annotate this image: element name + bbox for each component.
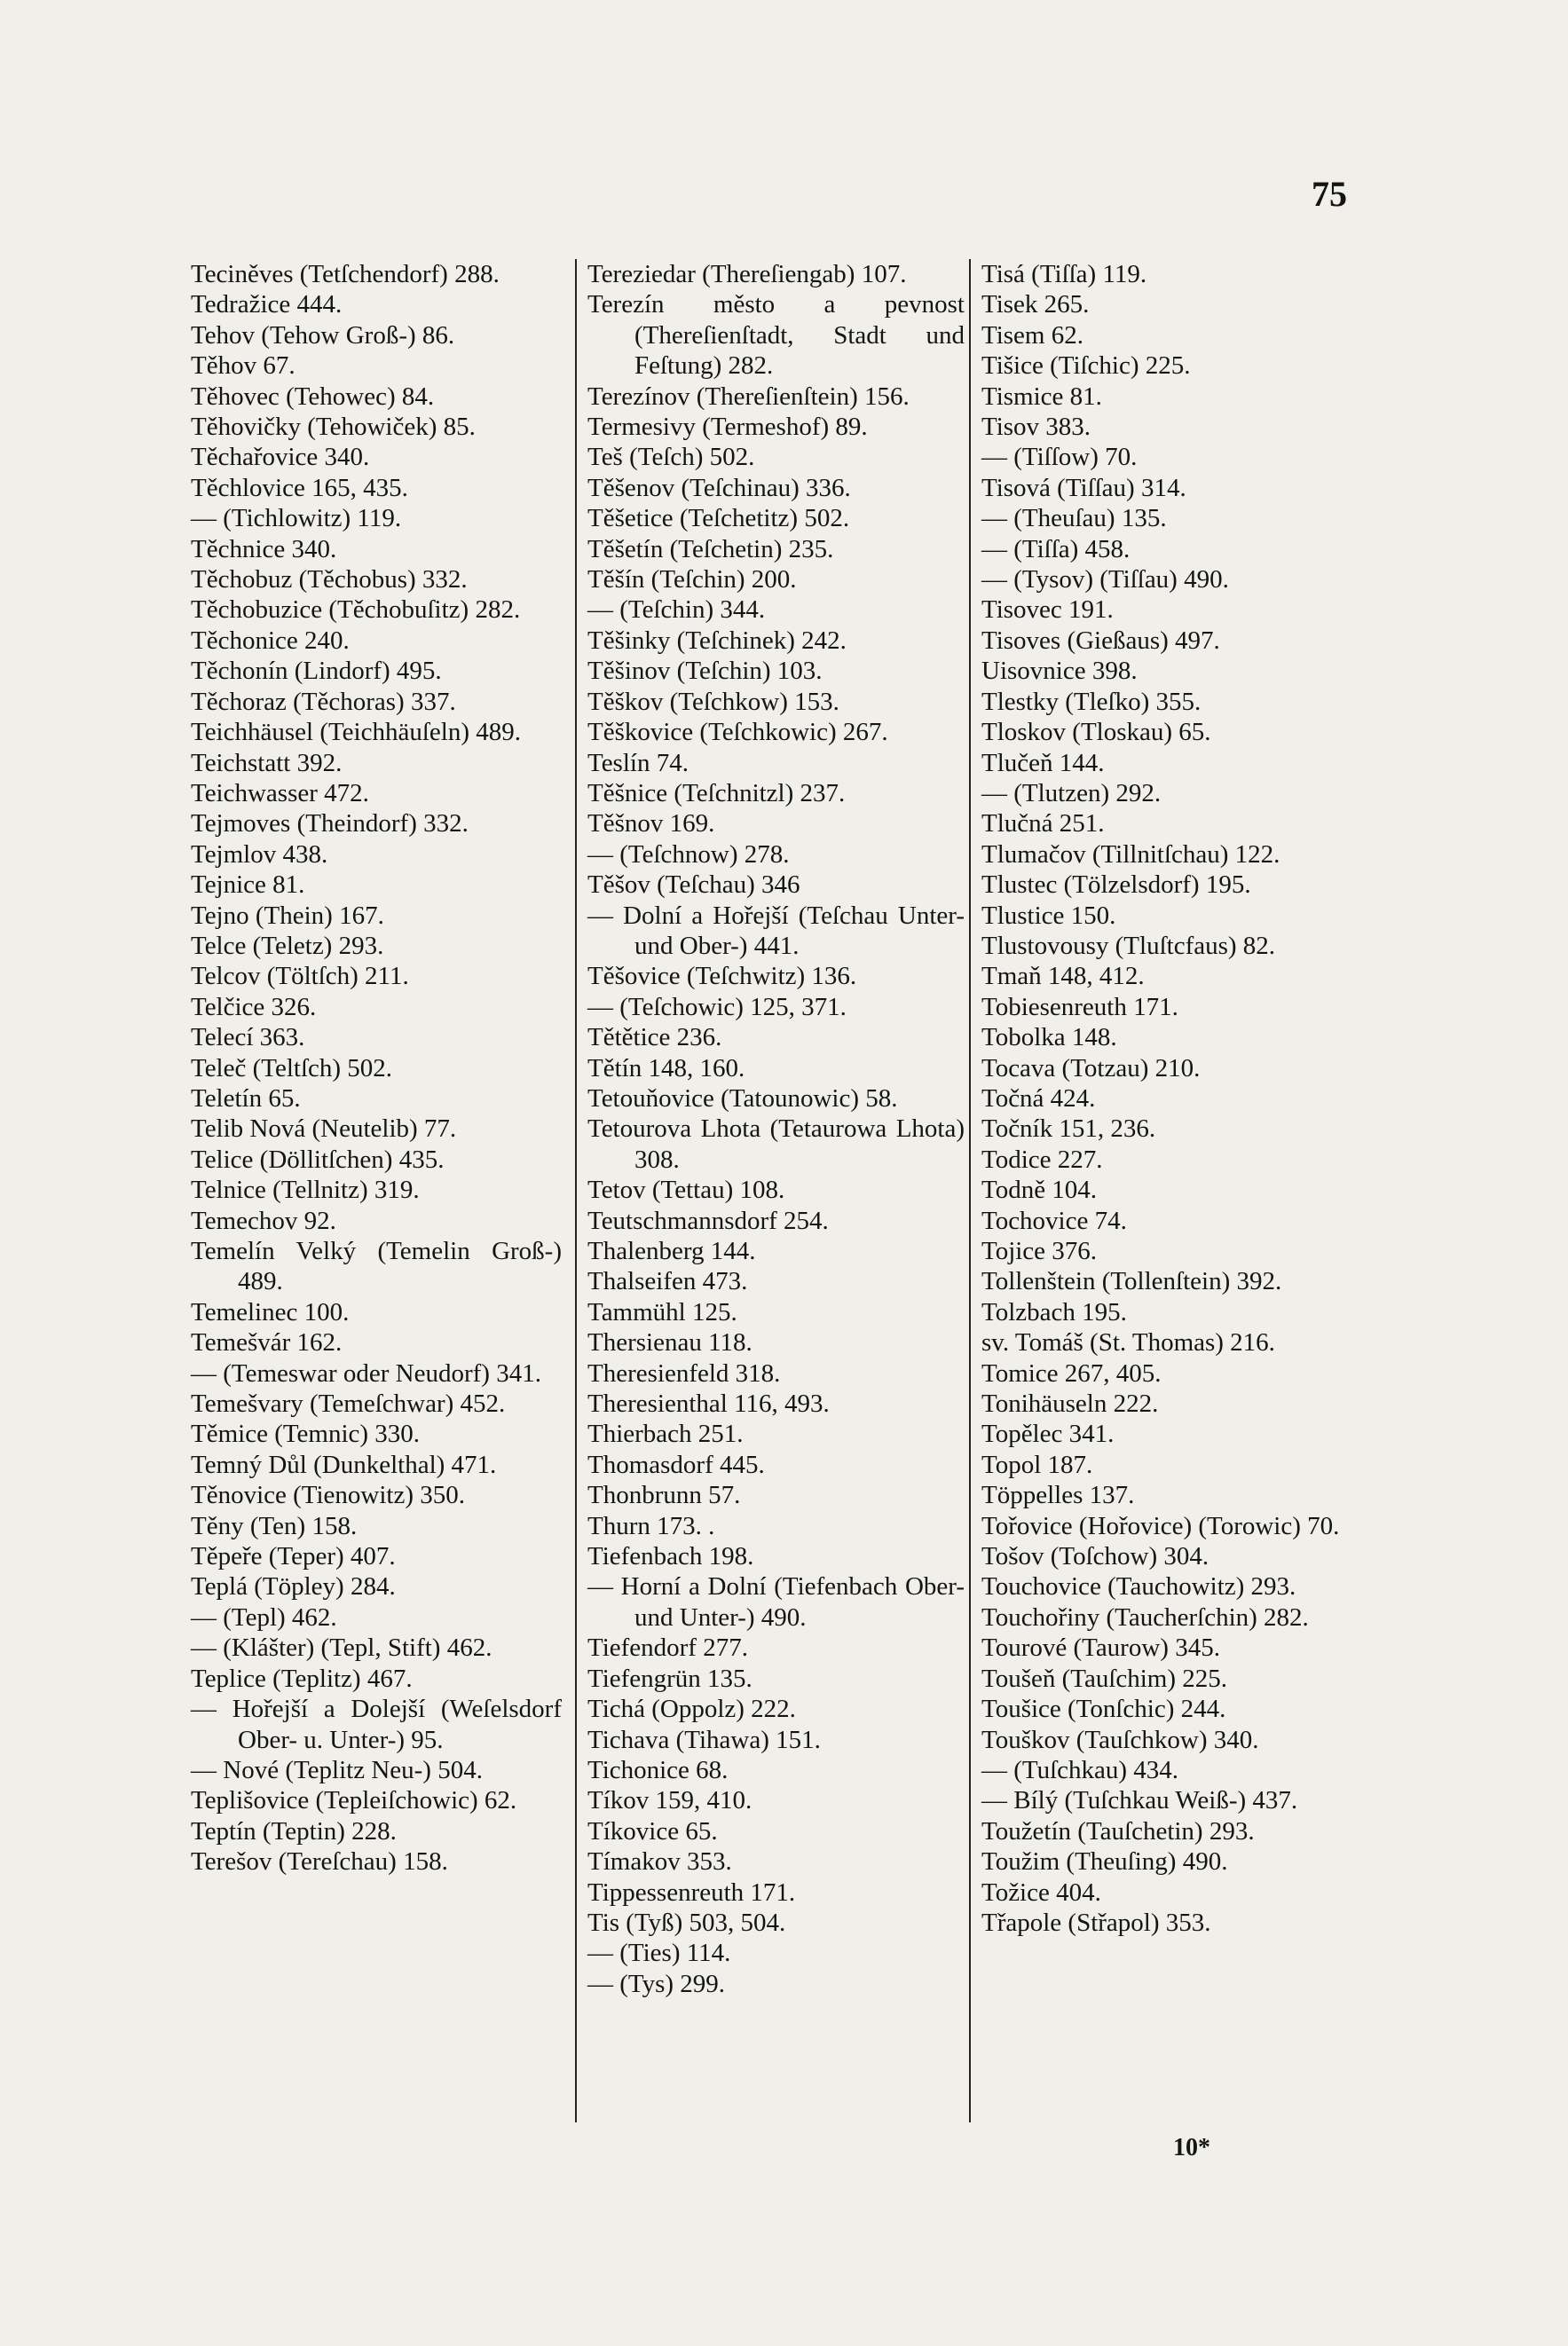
- index-entry: Teciněves (Tetſchendorf) 288.: [191, 260, 500, 288]
- index-entry: Těšín (Teſchin) 200.: [587, 565, 797, 594]
- index-entry: Todně 104.: [981, 1176, 1098, 1205]
- index-entry: Todice 227.: [981, 1145, 1103, 1174]
- index-entry: Točník 151, 236.: [981, 1114, 1156, 1144]
- index-entry: Těchoraz (Těchoras) 337.: [191, 687, 456, 716]
- index-entry: Těhovec (Tehowec) 84.: [191, 382, 435, 411]
- index-entry: Telčice 326.: [191, 992, 317, 1021]
- index-entry: Tobiesenreuth 171.: [981, 992, 1178, 1021]
- index-entry: Tetourova Lhota (Tetaurowa Lhota) 308.: [587, 1114, 965, 1174]
- index-entry: Tmaň 148, 412.: [981, 962, 1145, 991]
- index-entry: Tammühl 125.: [587, 1297, 737, 1327]
- index-entry: Termesivy (Termeshof) 89.: [587, 413, 868, 442]
- index-entry: Těchobuzice (Těchobuſitz) 282.: [191, 595, 521, 625]
- index-entry: Tedražice 444.: [191, 290, 343, 319]
- index-entry: Tětín 148, 160.: [587, 1053, 745, 1082]
- index-entry: Toušeň (Tauſchim) 225.: [981, 1664, 1228, 1693]
- index-entry: Temelín Velký (Temelin Groß-) 489.: [191, 1237, 562, 1296]
- index-entry: — Nové (Teplitz Neu-) 504.: [191, 1755, 483, 1784]
- index-entry: — (Tuſchkau) 434.: [981, 1755, 1179, 1784]
- index-entry: Tobolka 148.: [981, 1023, 1117, 1052]
- index-entry: — (Tlutzen) 292.: [981, 778, 1162, 807]
- index-entry: Toušice (Tonſchic) 244.: [981, 1695, 1226, 1724]
- index-entry: Tourové (Taurow) 345.: [981, 1634, 1220, 1663]
- index-entry: Toužetín (Tauſchetin) 293.: [981, 1816, 1255, 1846]
- index-entry: Terezínov (Thereſienſtein) 156.: [587, 382, 910, 411]
- index-entry: Těhov 67.: [191, 351, 295, 381]
- index-entry: Theresienfeld 318.: [587, 1358, 781, 1388]
- page-number: 75: [1312, 174, 1347, 214]
- index-entry: Tlučná 251.: [981, 809, 1105, 838]
- index-entry: Těchnice 340.: [191, 534, 337, 563]
- index-entry: — Horní a Dolní (Tiefenbach Ober- und Unter-) 490.: [587, 1572, 965, 1632]
- index-entry: Teletín 65.: [191, 1083, 301, 1113]
- index-entry: Tlustec (Tölzelsdorf) 195.: [981, 870, 1251, 900]
- index-entry: — (Tysov) (Tiſſau) 490.: [981, 565, 1229, 594]
- index-entry: Touškov (Tauſchkow) 340.: [981, 1725, 1259, 1754]
- index-entry: Teš (Teſch) 502.: [587, 443, 755, 472]
- index-entry: Telecí 363.: [191, 1023, 305, 1052]
- index-entry: Těšetín (Teſchetin) 235.: [587, 534, 834, 563]
- index-entry: Thonbrunn 57.: [587, 1481, 741, 1510]
- index-entry: Tichá (Oppolz) 222.: [587, 1695, 796, 1724]
- index-entry: Tetouňovice (Tatounowic) 58.: [587, 1083, 898, 1113]
- index-entry: Thalenberg 144.: [587, 1237, 756, 1265]
- index-entry: Tlučeň 144.: [981, 748, 1105, 777]
- index-entry: — (Ties) 114.: [587, 1939, 731, 1968]
- index-entry: Teichwasser 472.: [191, 778, 369, 807]
- index-entry: Thomasdorf 445.: [587, 1450, 765, 1479]
- column-divider-2: [969, 259, 971, 2122]
- index-entry: Temešvary (Temeſchwar) 452.: [191, 1389, 506, 1419]
- index-entry: — (Tichlowitz) 119.: [191, 504, 402, 533]
- index-entry: Temelinec 100.: [191, 1297, 350, 1327]
- index-entry: Tollenštein (Tollenſtein) 392.: [981, 1267, 1282, 1296]
- index-entry: Tichonice 68.: [587, 1755, 729, 1784]
- index-entry: Tehov (Tehow Groß-) 86.: [191, 320, 455, 350]
- index-entry: Tis (Tyß) 503, 504.: [587, 1908, 786, 1937]
- index-entry: Tiefengrün 135.: [587, 1664, 752, 1693]
- index-entry: Terešov (Tereſchau) 158.: [191, 1847, 448, 1877]
- index-entry: Teslín 74.: [587, 748, 689, 777]
- index-entry: Tismice 81.: [981, 382, 1102, 411]
- index-entry: — (Tepl) 462.: [191, 1602, 337, 1632]
- index-entry: Teplá (Töpley) 284.: [191, 1572, 396, 1602]
- index-entry: Těšenov (Teſchinau) 336.: [587, 473, 851, 502]
- index-entry: Telcov (Töltſch) 211.: [191, 962, 409, 991]
- index-entry: Tisek 265.: [981, 290, 1090, 319]
- index-entry: Tisá (Tiſſa) 119.: [981, 260, 1147, 288]
- index-column-3: [981, 259, 1354, 1938]
- index-entry: Theresienthal 116, 493.: [587, 1389, 830, 1419]
- index-entry: Teplice (Teplitz) 467.: [191, 1664, 413, 1693]
- index-entry: Tetov (Tettau) 108.: [587, 1176, 785, 1205]
- index-entry: Tošov (Toſchow) 304.: [981, 1542, 1209, 1571]
- index-entry: — (Klášter) (Tepl, Stift) 462.: [191, 1634, 492, 1663]
- index-entry: Touchořiny (Taucherſchin) 282.: [981, 1602, 1309, 1632]
- index-entry: Tisová (Tiſſau) 314.: [981, 473, 1186, 502]
- index-entry: Teichhäusel (Teichhäuſeln) 489.: [191, 718, 521, 747]
- index-entry: Tippessenreuth 171.: [587, 1878, 796, 1907]
- index-entry: Teplišovice (Tepleiſchowic) 62.: [191, 1786, 517, 1815]
- index-entry: Telnice (Tellnitz) 319.: [191, 1176, 420, 1205]
- index-entry: Těšetice (Teſchetitz) 502.: [587, 504, 850, 533]
- index-entry: Tisem 62.: [981, 320, 1083, 350]
- index-entry: Tomice 267, 405.: [981, 1358, 1162, 1388]
- index-entry: Těšnice (Teſchnitzl) 237.: [587, 778, 846, 807]
- index-entry: Tejnice 81.: [191, 870, 305, 900]
- index-entry: Těšov (Teſchau) 346: [587, 870, 800, 900]
- index-entry: Tímakov 353.: [587, 1847, 732, 1877]
- index-entry: Tíkovice 65.: [587, 1816, 718, 1846]
- index-entry: Uisovnice 398.: [981, 657, 1138, 686]
- index-entry: Těšinky (Teſchinek) 242.: [587, 626, 847, 655]
- index-entry: Thalseifen 473.: [587, 1267, 748, 1296]
- index-entry: Tlustice 150.: [981, 901, 1116, 930]
- index-entry: Temný Důl (Dunkelthal) 471.: [191, 1450, 497, 1479]
- index-entry: Těšinov (Teſchin) 103.: [587, 657, 823, 686]
- index-entry: Těšnov 169.: [587, 809, 715, 838]
- index-entry: Tišice (Tiſchic) 225.: [981, 351, 1191, 381]
- index-entry: — Bílý (Tuſchkau Weiß-) 437.: [981, 1786, 1298, 1815]
- index-entry: Těchonín (Lindorf) 495.: [191, 657, 442, 686]
- index-entry: Temešvár 162.: [191, 1328, 343, 1358]
- index-entry: Topělec 341.: [981, 1420, 1115, 1449]
- index-entry: Tereziedar (Thereſiengab) 107.: [587, 260, 907, 288]
- index-entry: Těchlovice 165, 435.: [191, 473, 408, 502]
- index-column-1: [191, 259, 562, 1878]
- index-entry: Thurn 173. .: [587, 1511, 715, 1540]
- column-divider-1: [575, 259, 577, 2122]
- index-entry: Temechov 92.: [191, 1206, 336, 1235]
- index-entry: Telce (Teletz) 293.: [191, 931, 384, 960]
- index-entry: Těhovičky (Tehowiček) 85.: [191, 413, 476, 442]
- index-entry: Tlumačov (Tillnitſchau) 122.: [981, 839, 1280, 869]
- index-entry: Těnovice (Tienowitz) 350.: [191, 1481, 466, 1510]
- index-entry: Tiefendorf 277.: [587, 1634, 748, 1663]
- index-entry: Těškovice (Teſchkowic) 267.: [587, 718, 888, 747]
- index-entry: Touchovice (Tauchowitz) 293.: [981, 1572, 1296, 1602]
- index-entry: Tejno (Thein) 167.: [191, 901, 384, 930]
- index-entry: Tonihäuseln 222.: [981, 1389, 1159, 1419]
- index-entry: Tisov 383.: [981, 413, 1091, 442]
- index-entry: Tisovec 191.: [981, 595, 1114, 625]
- index-entry: Těšovice (Teſchwitz) 136.: [587, 962, 857, 991]
- index-entry: Teichstatt 392.: [191, 748, 343, 777]
- index-entry: Těpeře (Teper) 407.: [191, 1542, 396, 1571]
- index-entry: Těny (Ten) 158.: [191, 1511, 358, 1540]
- index-entry: — (Tiſſa) 458.: [981, 534, 1131, 563]
- index-entry: Třapole (Střapol) 353.: [981, 1908, 1211, 1937]
- index-entry: sv. Tomáš (St. Thomas) 216.: [981, 1328, 1275, 1358]
- index-entry: — (Teſchnow) 278.: [587, 839, 790, 869]
- index-entry: Těchařovice 340.: [191, 443, 370, 472]
- index-entry: Tichava (Tihawa) 151.: [587, 1725, 821, 1754]
- index-entry: Telib Nová (Neutelib) 77.: [191, 1114, 457, 1144]
- index-entry: Tocava (Totzau) 210.: [981, 1053, 1201, 1082]
- index-entry: Tlustovousy (Tluſtcfaus) 82.: [981, 931, 1276, 960]
- index-entry: — (Tys) 299.: [587, 1969, 726, 1998]
- index-entry: — (Teſchin) 344.: [587, 595, 766, 625]
- index-entry: — (Teſchowic) 125, 371.: [587, 992, 847, 1021]
- index-entry: Teptín (Teptin) 228.: [191, 1816, 397, 1846]
- index-entry: Toužim (Theuſing) 490.: [981, 1847, 1228, 1877]
- index-entry: Teutschmannsdorf 254.: [587, 1206, 829, 1235]
- index-entry: Tojice 376.: [981, 1237, 1098, 1265]
- index-entry: — Hořejší a Dolejší (Weſelsdorf Ober- u. Unter-) 95.: [191, 1695, 562, 1754]
- index-entry: — (Temeswar oder Neudorf) 341.: [191, 1358, 541, 1388]
- index-entry: Tochovice 74.: [981, 1206, 1127, 1235]
- index-entry: Thersienau 118.: [587, 1328, 752, 1358]
- index-entry: Těchonice 240.: [191, 626, 350, 655]
- index-column-2: [587, 259, 965, 1999]
- index-entry: Tíkov 159, 410.: [587, 1786, 752, 1815]
- index-entry: Tožice 404.: [981, 1878, 1101, 1907]
- index-entry: Tisoves (Gießaus) 497.: [981, 626, 1220, 655]
- index-entry: — Dolní a Hořejší (Teſchau Unter- und Ober-) 441.: [587, 901, 965, 960]
- index-entry: Topol 187.: [981, 1450, 1093, 1479]
- index-entry: Telice (Döllitſchen) 435.: [191, 1145, 445, 1174]
- index-entry: Tlestky (Tleſko) 355.: [981, 687, 1202, 716]
- index-entry: Těchobuz (Těchobus) 332.: [191, 565, 468, 594]
- index-entry: Tiefenbach 198.: [587, 1542, 754, 1571]
- index-entry: Töppelles 137.: [981, 1481, 1135, 1510]
- index-entry: Tejmoves (Theindorf) 332.: [191, 809, 469, 838]
- index-entry: Tořovice (Hořovice) (Torowic) 70.: [981, 1511, 1340, 1540]
- index-entry: — (Tiſſow) 70.: [981, 443, 1138, 472]
- index-entry: Těškov (Teſchkow) 153.: [587, 687, 839, 716]
- index-entry: Terezín město a pevnost (Thereſienſtadt, Stadt und Feſtung) 282.: [587, 290, 965, 381]
- index-entry: Tolzbach 195.: [981, 1297, 1127, 1327]
- index-entry: Tejmlov 438.: [191, 839, 328, 869]
- index-entry: Teleč (Teltſch) 502.: [191, 1053, 393, 1082]
- signature-mark: 10*: [1173, 2134, 1210, 2161]
- index-entry: Těmice (Temnic) 330.: [191, 1420, 421, 1449]
- index-entry: Točná 424.: [981, 1083, 1096, 1113]
- index-entry: — (Theuſau) 135.: [981, 504, 1167, 533]
- index-entry: Tětětice 236.: [587, 1023, 722, 1052]
- index-entry: Thierbach 251.: [587, 1420, 744, 1449]
- index-entry: Tloskov (Tloskau) 65.: [981, 718, 1211, 747]
